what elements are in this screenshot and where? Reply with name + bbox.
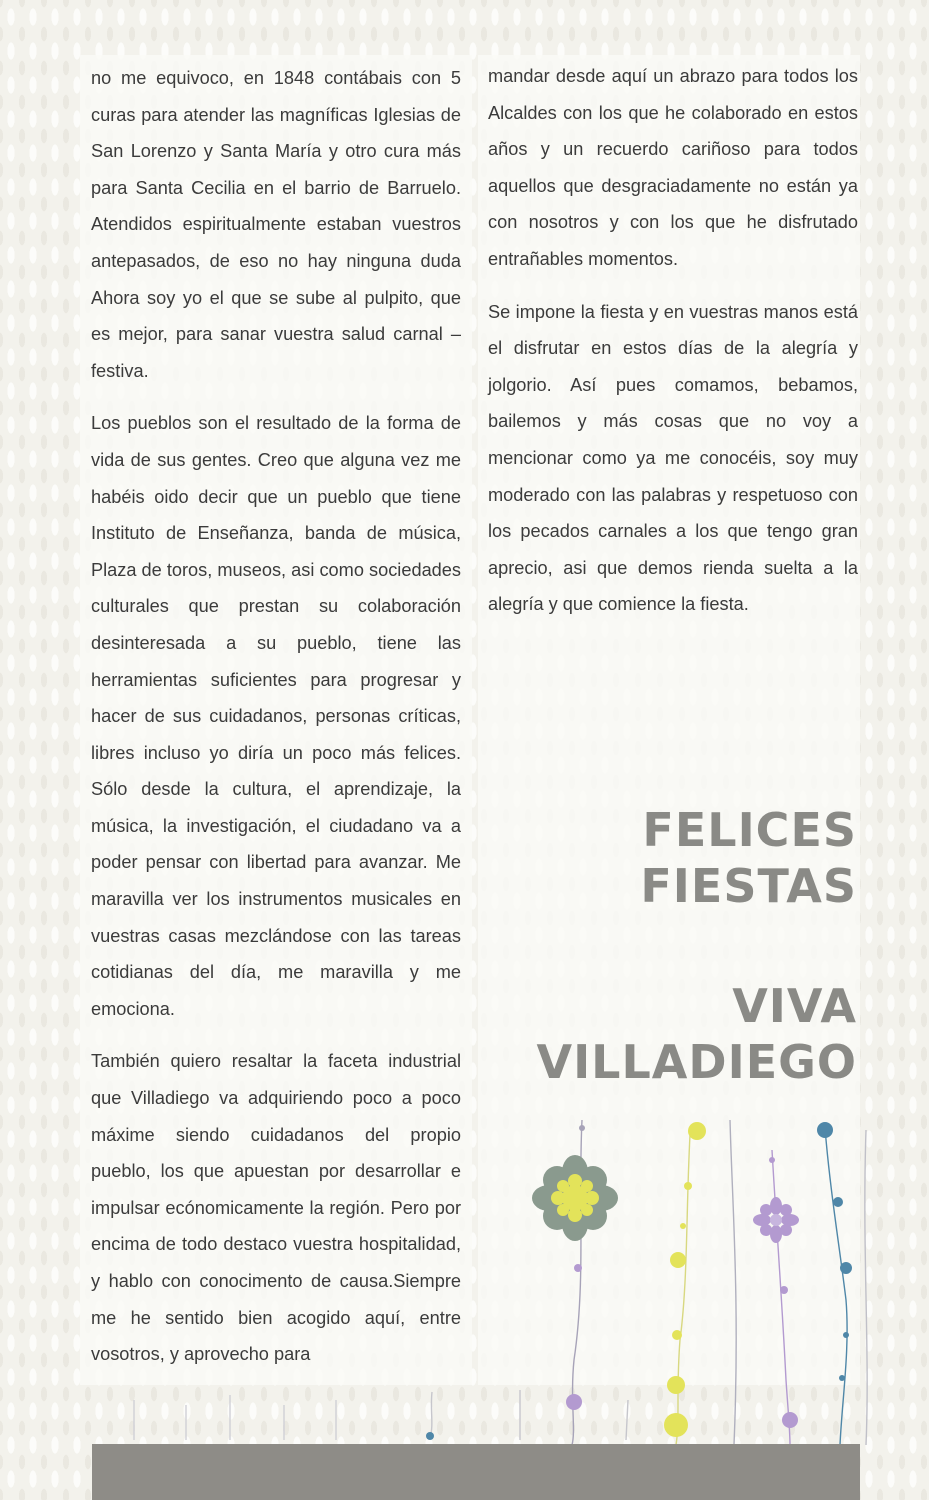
left-paragraph-1: no me equivoco, en 1848 contábais con 5 curas para atender las magníficas Iglesias de San Lorenzo y Santa María y otro cura más para Santa Cecilia en el barrio de Barruelo. Atendidos espiritualmente estaban vuestros antepasados, de eso no hay ninguna duda Ahora soy yo el que se sube al pulpito, que es mejor, para sanar vuestra salud carnal –festiva.: [91, 68, 461, 381]
stem-yellow: [676, 1135, 690, 1445]
stem-grey-right: [865, 1130, 867, 1445]
footer-bar: [92, 1444, 860, 1500]
green-flower-icon: [532, 1155, 618, 1241]
left-paragraph-2: Los pueblos son el resultado de la forma de vida de sus gentes. Creo que alguna vez me habéis oido decir que un pueblo que tiene Instituto de Enseñanza, banda de música, Plaza de toros, museos, asi como sociedades culturales que prestan su colaboración desinteresada a su pueblo, tiene las herramientas suficientes para progresar y hacer de sus cuidadanos, personas críticas, libres incluso yo diría un poco más felices. Sólo desde la cultura, el aprendizaje, la música, la investigación, el ciudadano va a poder pensar con libertad para avanzar. Me maravilla ver los instrumentos musicales en vuestras casas mezclándose con las tareas cotidianas del día, me maravilla y me emociona.: [91, 413, 462, 1019]
heading-line-fiestas: FIESTAS: [640, 859, 857, 913]
stem-short-2: [626, 1400, 628, 1440]
stem-blue-right: [825, 1128, 847, 1445]
stem-short-3: [430, 1392, 432, 1438]
left-paragraph-3: También quiero resaltar la faceta industrial que Villadiego va adquiriendo poco a poco máxime siendo cuidadanos del propio pueblo, los que apuestan por desarrollar e impulsar ecónomicamente la región. Pero por encima de todo destaco vuestra hospitalidad, y hablo con conocimento de causa.Siempre me he sentido bien acogido aquí, entre vosotros, y aprovecho para: [91, 1051, 461, 1365]
heading-line-felices: FELICES: [642, 803, 857, 857]
decoration-stems: [134, 1120, 867, 1445]
stem-grey: [730, 1120, 736, 1445]
lavender-flower-icon: [753, 1197, 799, 1243]
stem-lavender-right: [772, 1150, 790, 1445]
right-paragraph-1: mandar desde aquí un abrazo para todos los Alcaldes con los que he colaborado en estos años y un recuerdo cariñoso para todos aquellos que desgraciadamente no están ya con nosotros y con los que he disfrutado entrañables momentos.: [488, 66, 858, 269]
right-paragraph-2: Se impone la fiesta y en vuestras manos está el disfrutar en estos días de la alegría y jolgorio. Así pues comamos, bebamos, bailemos y más cosas que no voy a mencionar como ya me conocéis, soy muy moderado con las palabras y respetuoso con los pecados carnales a los que tengo gran aprecio, asi que demos rienda suelta a la alegría y que comience la fiesta.: [488, 301, 858, 615]
heading-line-villadiego: VILLADIEGO: [536, 1035, 857, 1089]
heading-line-viva: VIVA: [732, 979, 857, 1033]
decoration-beads: [426, 1122, 852, 1440]
